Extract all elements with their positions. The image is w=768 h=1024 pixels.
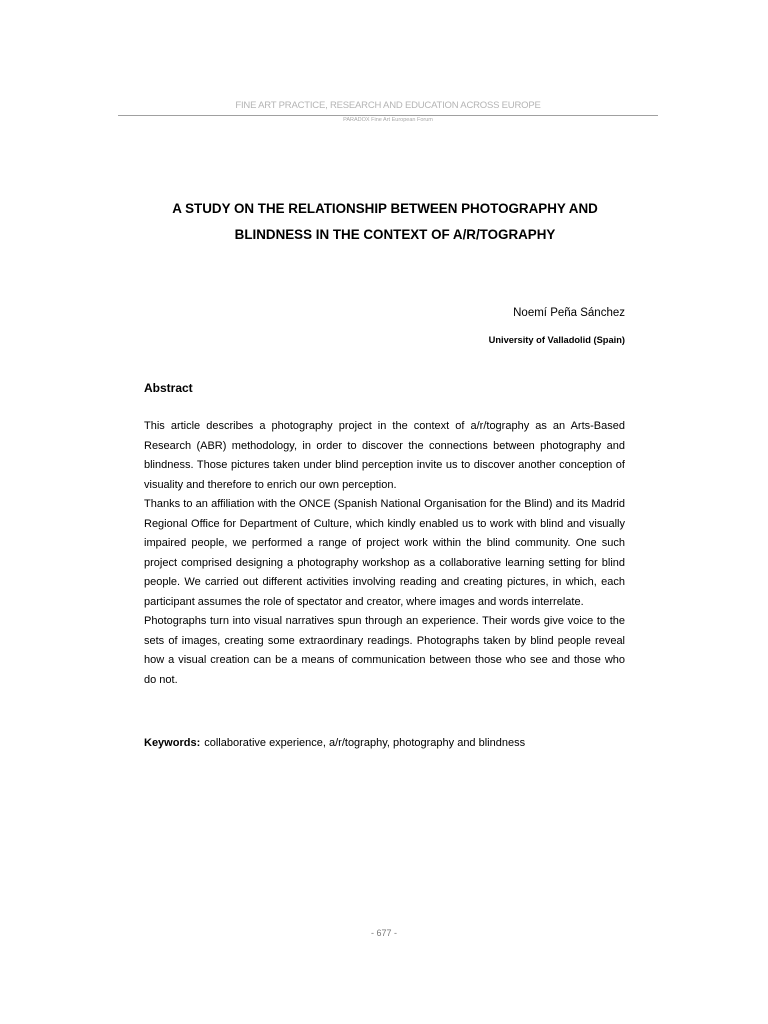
- running-header-title: FINE ART PRACTICE, RESEARCH AND EDUCATION ACROSS EUROPE: [235, 100, 541, 111]
- header-rule: [118, 115, 658, 116]
- article-title-line-1: A STUDY ON THE RELATIONSHIP BETWEEN PHOTOGRAPHY AND: [172, 201, 598, 216]
- abstract-paragraph-3: Photographs turn into visual narratives spun through an experience. Their words give voice to the sets of images, creating some extraordinary readings. Photographs taken by blind people reveal how a visual creation can be a means of communication between those who see and those who do not.: [144, 615, 625, 686]
- abstract-body: [144, 417, 625, 690]
- keywords-text: collaborative experience, a/r/tography, photography and blindness: [204, 737, 526, 749]
- page-number: - 677 -: [370, 928, 397, 938]
- abstract-paragraph-1: This article describes a photography project in the context of a/r/tography as an Arts-Based Research (ABR) methodology, in order to discover the connections between photography and blindness. Those pictures taken under blind perception invite us to discover another conception of visuality and therefore to enrich our own perception.: [144, 420, 625, 491]
- keywords-line: [144, 737, 525, 749]
- author-name: Noemí Peña Sánchez: [513, 307, 625, 319]
- author-affiliation: University of Valladolid (Spain): [488, 335, 625, 345]
- keywords-label: Keywords:: [144, 737, 201, 749]
- abstract-paragraph-2: Thanks to an affiliation with the ONCE (Spanish National Organisation for the Blind) and its Madrid Regional Office for Department of Culture, which kindly enabled us to work with blind and visually impaired people, we performed a range of project work within the blind community. One such project comprised designing a photography workshop as a collaborative learning setting for blind people. We carried out different activities involving reading and creating pictures, in which, each participant assumes the role of spectator and creator, where images and words interrelate.: [144, 498, 625, 608]
- article-title-line-2: BLINDNESS IN THE CONTEXT OF A/R/TOGRAPHY: [234, 227, 556, 242]
- abstract-heading: Abstract: [144, 381, 193, 395]
- running-header-subtitle: PARADOX Fine Art European Forum: [343, 117, 433, 123]
